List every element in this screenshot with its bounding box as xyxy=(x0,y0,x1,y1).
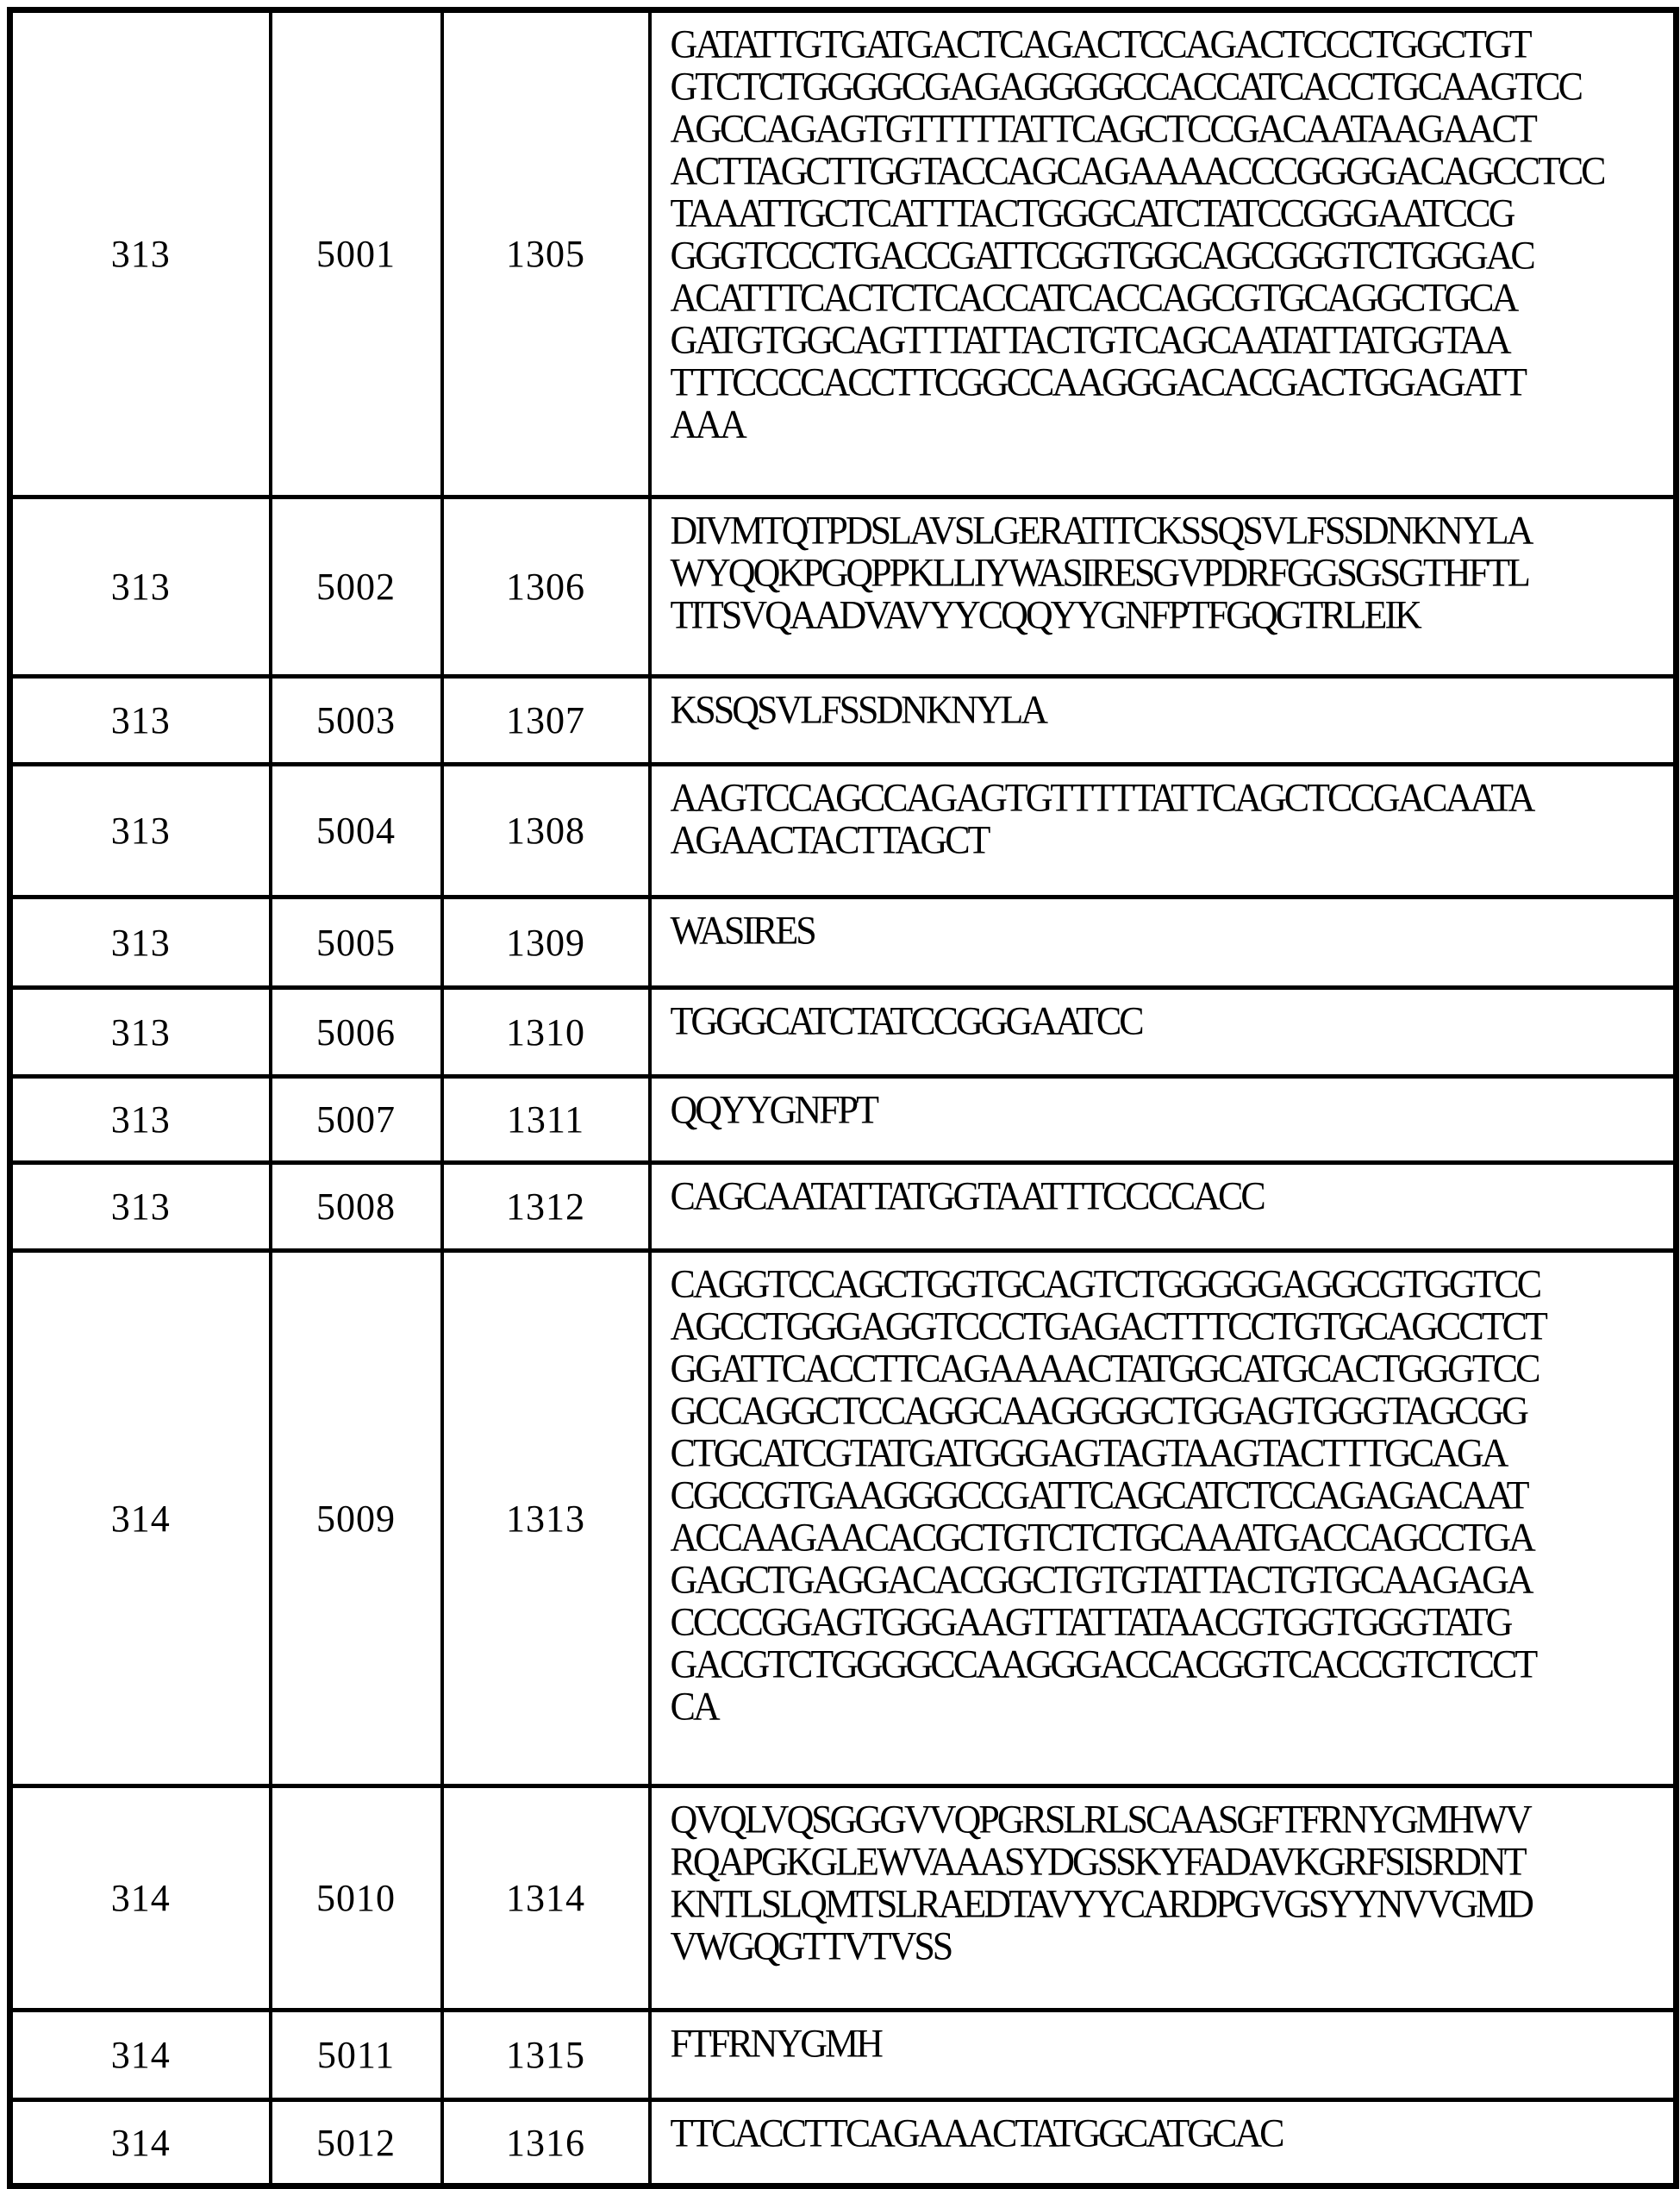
sequence-line: GTCTCTGGGGCGAGAGGGGCCACCATCACCTGCAAGTCC xyxy=(670,64,1581,109)
sequence-cell xyxy=(650,897,1677,988)
sequence-line: VWGQGTTVTVSS xyxy=(670,1923,952,1968)
sequence-line: CGCCGTGAAGGGCCGATTCAGCATCTCCAGAGACAAT xyxy=(670,1473,1527,1517)
group-id-cell: 313 xyxy=(10,1077,271,1163)
table-row xyxy=(10,897,1677,988)
table-row xyxy=(10,1163,1677,1251)
table-row xyxy=(10,1077,1677,1163)
seq-no-cell: 5009 xyxy=(271,1251,442,1786)
seq-no-cell: 5005 xyxy=(271,897,442,988)
seq-no-cell: 5011 xyxy=(271,2011,442,2100)
seq-id-cell: 1308 xyxy=(442,765,650,897)
sequence-line: DIVMTQTPDSLAVSLGERATITCKSSQSVLFSSDNKNYLA xyxy=(670,508,1532,553)
seq-no-cell: 5002 xyxy=(271,497,442,677)
sequence-line: GACGTCTGGGGCCAAGGGACCACGGTCACCGTCTCCT xyxy=(670,1642,1536,1686)
seq-no-cell: 5003 xyxy=(271,677,442,765)
sequence-line: GATGTGGCAGTTTATTACTGTCAGCAATATTATGGTAA xyxy=(670,317,1509,362)
table-row xyxy=(10,2011,1677,2100)
sequence-line: AGCCTGGGAGGTCCCTGAGACTTTCCTGTGCAGCCTCT xyxy=(670,1304,1546,1348)
sequence-cell xyxy=(650,1786,1677,2011)
seq-id-cell: 1309 xyxy=(442,897,650,988)
table-row xyxy=(10,988,1677,1077)
seq-id-cell: 1316 xyxy=(442,2100,650,2186)
sequence-line: TGGGCATCTATCCGGGAATCC xyxy=(670,998,1142,1043)
table-row xyxy=(10,2100,1677,2186)
sequence-line: GGATTCACCTTCAGAAAACTATGGCATGCACTGGGTCC xyxy=(670,1346,1539,1391)
seq-id-cell: 1315 xyxy=(442,2011,650,2100)
table-row xyxy=(10,497,1677,677)
group-id-cell: 314 xyxy=(10,1786,271,2011)
seq-id-cell: 1314 xyxy=(442,1786,650,2011)
sequence-line: FTFRNYGMH xyxy=(670,2021,881,2066)
sequence-line: CAGCAATATTATGGTAATTTCCCCACC xyxy=(670,1173,1264,1218)
table-row xyxy=(10,1786,1677,2011)
sequence-cell xyxy=(650,1163,1677,1251)
group-id-cell: 313 xyxy=(10,677,271,765)
seq-no-cell: 5008 xyxy=(271,1163,442,1251)
sequence-line: QVQLVQSGGGVVQPGRSLRLSCAASGFTFRNYGMHWV xyxy=(670,1797,1530,1842)
group-id-cell: 313 xyxy=(10,897,271,988)
sequence-line: CAGGTCCAGCTGGTGCAGTCTGGGGGAGGCGTGGTCC xyxy=(670,1261,1540,1306)
seq-no-cell: 5010 xyxy=(271,1786,442,2011)
sequence-line: WASIRES xyxy=(670,908,815,953)
group-id-cell: 313 xyxy=(10,497,271,677)
sequence-cell xyxy=(650,1077,1677,1163)
sequence-line: ACCAAGAACACGCTGTCTCTGCAAATGACCAGCCTGA xyxy=(670,1515,1533,1560)
seq-id-cell: 1310 xyxy=(442,988,650,1077)
group-id-cell: 314 xyxy=(10,2100,271,2186)
sequence-line: GATATTGTGATGACTCAGACTCCAGACTCCCTGGCTGT xyxy=(670,22,1530,66)
table-row xyxy=(10,1251,1677,1786)
sequence-cell xyxy=(650,677,1677,765)
sequence-line: KSSQSVLFSSDNKNYLA xyxy=(670,687,1046,732)
sequence-cell xyxy=(650,988,1677,1077)
sequence-cell xyxy=(650,1251,1677,1786)
seq-id-cell: 1306 xyxy=(442,497,650,677)
sequence-line: KNTLSLQMTSLRAEDTAVYYCARDPGVGSYYNVVGMD xyxy=(670,1881,1532,1926)
seq-no-cell: 5012 xyxy=(271,2100,442,2186)
sequence-line: ACTTAGCTTGGTACCAGCAGAAAACCCGGGGACAGCCTCC xyxy=(670,148,1604,193)
group-id-cell: 313 xyxy=(10,988,271,1077)
sequence-line: AAGTCCAGCCAGAGTGTTTTTATTCAGCTCCGACAATA xyxy=(670,775,1533,820)
seq-id-cell: 1307 xyxy=(442,677,650,765)
group-id-cell: 314 xyxy=(10,1251,271,1786)
group-id-cell: 314 xyxy=(10,2011,271,2100)
sequence-line: AAA xyxy=(670,402,745,447)
sequence-line: WYQQKPGQPPKLLIYWASIRESGVPDRFGGSGSGTHFTL xyxy=(670,550,1528,595)
sequence-line: AGAACTACTTAGCT xyxy=(670,817,989,862)
sequence-line: GCCAGGCTCCAGGCAAGGGGCTGGAGTGGGTAGCGG xyxy=(670,1388,1527,1433)
sequence-cell xyxy=(650,2100,1677,2186)
sequence-line: CCCCGGAGTGGGAAGTTATTATAACGTGGTGGGTATG xyxy=(670,1599,1511,1644)
sequence-line: AGCCAGAGTGTTTTTATTCAGCTCCGACAATAAGAACT xyxy=(670,106,1535,151)
sequence-cell xyxy=(650,10,1677,497)
sequence-line: RQAPGKGLEWVAAASYDGSSKYFADAVKGRFSISRDNT xyxy=(670,1839,1525,1884)
sequence-cell xyxy=(650,497,1677,677)
sequence-line: GAGCTGAGGACACGGCTGTGTATTACTGTGCAAGAGA xyxy=(670,1557,1532,1602)
sequence-line: TTTCCCCACCTTCGGCCAAGGGACACGACTGGAGATT xyxy=(670,360,1525,404)
seq-no-cell: 5004 xyxy=(271,765,442,897)
seq-no-cell: 5007 xyxy=(271,1077,442,1163)
seq-id-cell: 1313 xyxy=(442,1251,650,1786)
sequence-line: CA xyxy=(670,1684,718,1729)
sequence-cell xyxy=(650,2011,1677,2100)
seq-id-cell: 1312 xyxy=(442,1163,650,1251)
table-row xyxy=(10,765,1677,897)
sequence-listing-table xyxy=(7,7,1679,2189)
sequence-table-body xyxy=(10,10,1677,2186)
sequence-line: GGGTCCCTGACCGATTCGGTGGCAGCGGGTCTGGGAC xyxy=(670,233,1533,278)
group-id-cell: 313 xyxy=(10,1163,271,1251)
seq-no-cell: 5006 xyxy=(271,988,442,1077)
sequence-line: CTGCATCGTATGATGGGAGTAGTAAGTACTTTGCAGA xyxy=(670,1430,1507,1475)
sequence-line: TITSVQAADVAVYYCQQYYGNFPTFGQGTRLEIK xyxy=(670,592,1420,637)
sequence-cell xyxy=(650,765,1677,897)
group-id-cell: 313 xyxy=(10,765,271,897)
seq-id-cell: 1311 xyxy=(442,1077,650,1163)
seq-no-cell: 5001 xyxy=(271,10,442,497)
seq-id-cell: 1305 xyxy=(442,10,650,497)
sequence-line: TTCACCTTCAGAAACTATGGCATGCAC xyxy=(670,2111,1283,2155)
sequence-line: TAAATTGCTCATTTACTGGGCATCTATCCGGGAATCCG xyxy=(670,191,1514,235)
sequence-line: QQYYGNFPT xyxy=(670,1087,877,1132)
table-row xyxy=(10,10,1677,497)
table-row xyxy=(10,677,1677,765)
sequence-line: ACATTTCACTCTCACCATCACCAGCGTGCAGGCTGCA xyxy=(670,275,1517,320)
group-id-cell: 313 xyxy=(10,10,271,497)
